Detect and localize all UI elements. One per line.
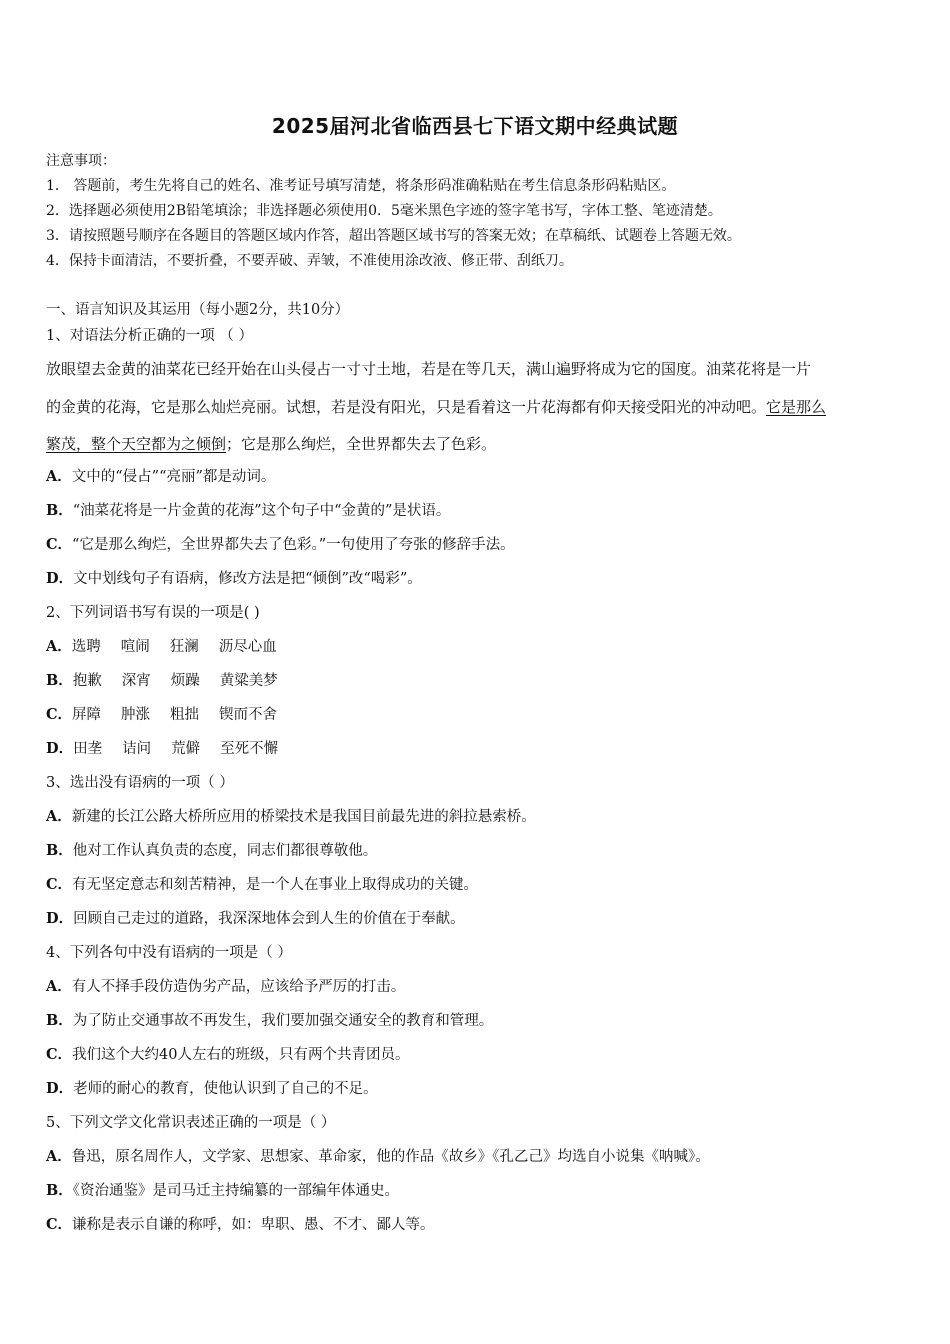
q1-option-a	[46, 467, 275, 487]
word: 黄粱美梦	[219, 673, 278, 689]
page-title: 2025届河北省临西县七下语文期中经典试题	[271, 114, 679, 138]
word: 诘问	[122, 741, 152, 757]
question-3-stem: 3、选出没有语病的一项（ ）	[46, 775, 234, 791]
option-letter: D．	[46, 570, 74, 587]
q2-option-d	[46, 739, 278, 759]
q4-option-a	[46, 977, 405, 997]
question-4-stem: 4、下列各句中没有语病的一项是（ ）	[46, 945, 292, 961]
word: 沥尽心血	[218, 639, 277, 655]
word: 锲而不舍	[219, 707, 278, 723]
word: 肿涨	[121, 707, 151, 723]
option-letter: A．	[46, 638, 72, 655]
option-text: 回顾自己走过的道路，我深深地体会到人生的价值在于奉献。	[73, 911, 465, 927]
q1-option-d	[46, 569, 422, 589]
passage-line-3-text: ；它是那么绚烂，全世界都失去了色彩。	[226, 435, 497, 453]
q3-option-c	[46, 875, 478, 895]
option-text: 他对工作认真负责的态度，同志们都很尊敬他。	[72, 843, 378, 859]
q2-option-c	[46, 705, 277, 725]
question-2-stem: 2、下列词语书写有误的一项是( )	[46, 605, 260, 621]
word: 深宵	[121, 673, 151, 689]
note-item-3: 3．请按照题号顺序在各题目的答题区域内作答，超出答题区域书写的答案无效；在草稿纸、试题卷上答题无效。	[46, 228, 741, 244]
q5-option-a	[46, 1147, 710, 1167]
q2-option-b	[46, 671, 278, 691]
option-letter: B．	[46, 1182, 73, 1199]
option-letter: C．	[46, 536, 73, 553]
option-text: 为了防止交通事故不再发生，我们要加强交通安全的教育和管理。	[72, 1013, 494, 1029]
word: 屏障	[72, 707, 102, 723]
passage-line-3	[46, 434, 496, 454]
option-text: “油菜花将是一片金黄的花海”这个句子中“金黄的”是状语。	[72, 503, 451, 519]
question-5-stem: 5、下列文学文化常识表述正确的一项是（ ）	[46, 1115, 336, 1131]
q4-option-d	[46, 1079, 378, 1099]
option-text: 谦称是表示自谦的称呼，如：卑职、愚、不才、鄙人等。	[72, 1217, 435, 1233]
word: 狂澜	[169, 639, 199, 655]
option-text: 新建的长江公路大桥所应用的桥梁技术是我国目前最先进的斜拉悬索桥。	[71, 809, 536, 825]
option-letter: C．	[46, 1046, 73, 1063]
option-text: 我们这个大约40人左右的班级，只有两个共青团员。	[72, 1047, 410, 1063]
note-item-1: 1． 答题前，考生先将自己的姓名、准考证号填写清楚，将条形码准确粘贴在考生信息条形码粘贴区。	[46, 178, 676, 194]
passage-line-1: 放眼望去金黄的油菜花已经开始在山头侵占一寸寸土地，若是在等几天，满山遍野将成为它的国度。油菜花将是一片	[46, 360, 812, 378]
word: 荒僻	[171, 741, 201, 757]
q5-option-b	[46, 1181, 399, 1201]
option-text: 有人不择手段仿造伪劣产品，应该给予严厉的打击。	[71, 979, 406, 995]
option-letter: C．	[46, 1216, 73, 1233]
word: 粗拙	[170, 707, 200, 723]
option-letter: B．	[46, 1012, 73, 1029]
q3-option-b	[46, 841, 377, 861]
option-text: 老师的耐心的教育，使他认识到了自己的不足。	[73, 1081, 378, 1097]
option-letter: D．	[46, 1080, 74, 1097]
q2-option-a	[46, 637, 277, 657]
option-letter: B．	[46, 842, 73, 859]
option-letter: A．	[46, 1148, 72, 1165]
section-heading: 一、语言知识及其运用（每小题2分，共10分）	[46, 302, 350, 318]
option-text: 文中划线句子有语病，修改方法是把“倾倒”改“喝彩”。	[73, 571, 422, 587]
option-letter: A．	[46, 808, 72, 825]
passage-line-2	[46, 397, 826, 417]
option-letter: C．	[46, 876, 73, 893]
word: 至死不懈	[220, 741, 279, 757]
q4-option-c	[46, 1045, 410, 1065]
note-item-2: 2．选择题必须使用2B铅笔填涂；非选择题必须使用0．5毫米黑色字迹的签字笔书写，字体工整、笔迹清楚。	[46, 203, 722, 219]
q5-option-c	[46, 1215, 435, 1235]
underlined-sentence-part-1: 它是那么	[766, 398, 827, 416]
note-item-4: 4．保持卡面清洁，不要折叠，不要弄破、弄皱，不准使用涂改液、修正带、刮纸刀。	[46, 253, 573, 269]
word: 选聘	[71, 639, 101, 655]
q4-option-b	[46, 1011, 493, 1031]
option-text: 文中的“侵占”“亮丽”都是动词。	[71, 469, 276, 485]
option-letter: B．	[46, 672, 73, 689]
word: 烦躁	[170, 673, 200, 689]
option-letter: A．	[46, 468, 72, 485]
option-text: “它是那么绚烂，全世界都失去了色彩。”一句使用了夸张的修辞手法。	[72, 537, 515, 553]
word: 田垄	[73, 741, 103, 757]
q3-option-d	[46, 909, 465, 929]
option-letter: D．	[46, 740, 74, 757]
q1-option-b	[46, 501, 450, 521]
option-text: 《资治通鉴》是司马迁主持编纂的一部编年体通史。	[72, 1183, 400, 1199]
option-letter: A．	[46, 978, 72, 995]
word: 喧闹	[120, 639, 150, 655]
q3-option-a	[46, 807, 536, 827]
question-1-stem: 1、对语法分析正确的一项 （ ）	[46, 328, 253, 344]
option-letter: C．	[46, 706, 73, 723]
passage-line-2-text: 的金黄的花海，它是那么灿烂亮丽。试想，若是没有阳光，只是看着这一片花海都有仰天接受阳光的冲动吧。	[46, 398, 767, 416]
word: 抱歉	[72, 673, 102, 689]
option-letter: D．	[46, 910, 74, 927]
underlined-sentence-part-2: 繁茂，整个天空都为之倾倒	[46, 435, 227, 453]
option-text: 鲁迅，原名周作人，文学家、思想家、革命家，他的作品《故乡》《孔乙己》均选自小说集《呐喊》。	[71, 1149, 710, 1165]
q1-option-c	[46, 535, 515, 555]
notes-heading: 注意事项：	[46, 153, 116, 169]
option-text: 有无坚定意志和刻苦精神，是一个人在事业上取得成功的关键。	[72, 877, 479, 893]
option-letter: B．	[46, 502, 73, 519]
